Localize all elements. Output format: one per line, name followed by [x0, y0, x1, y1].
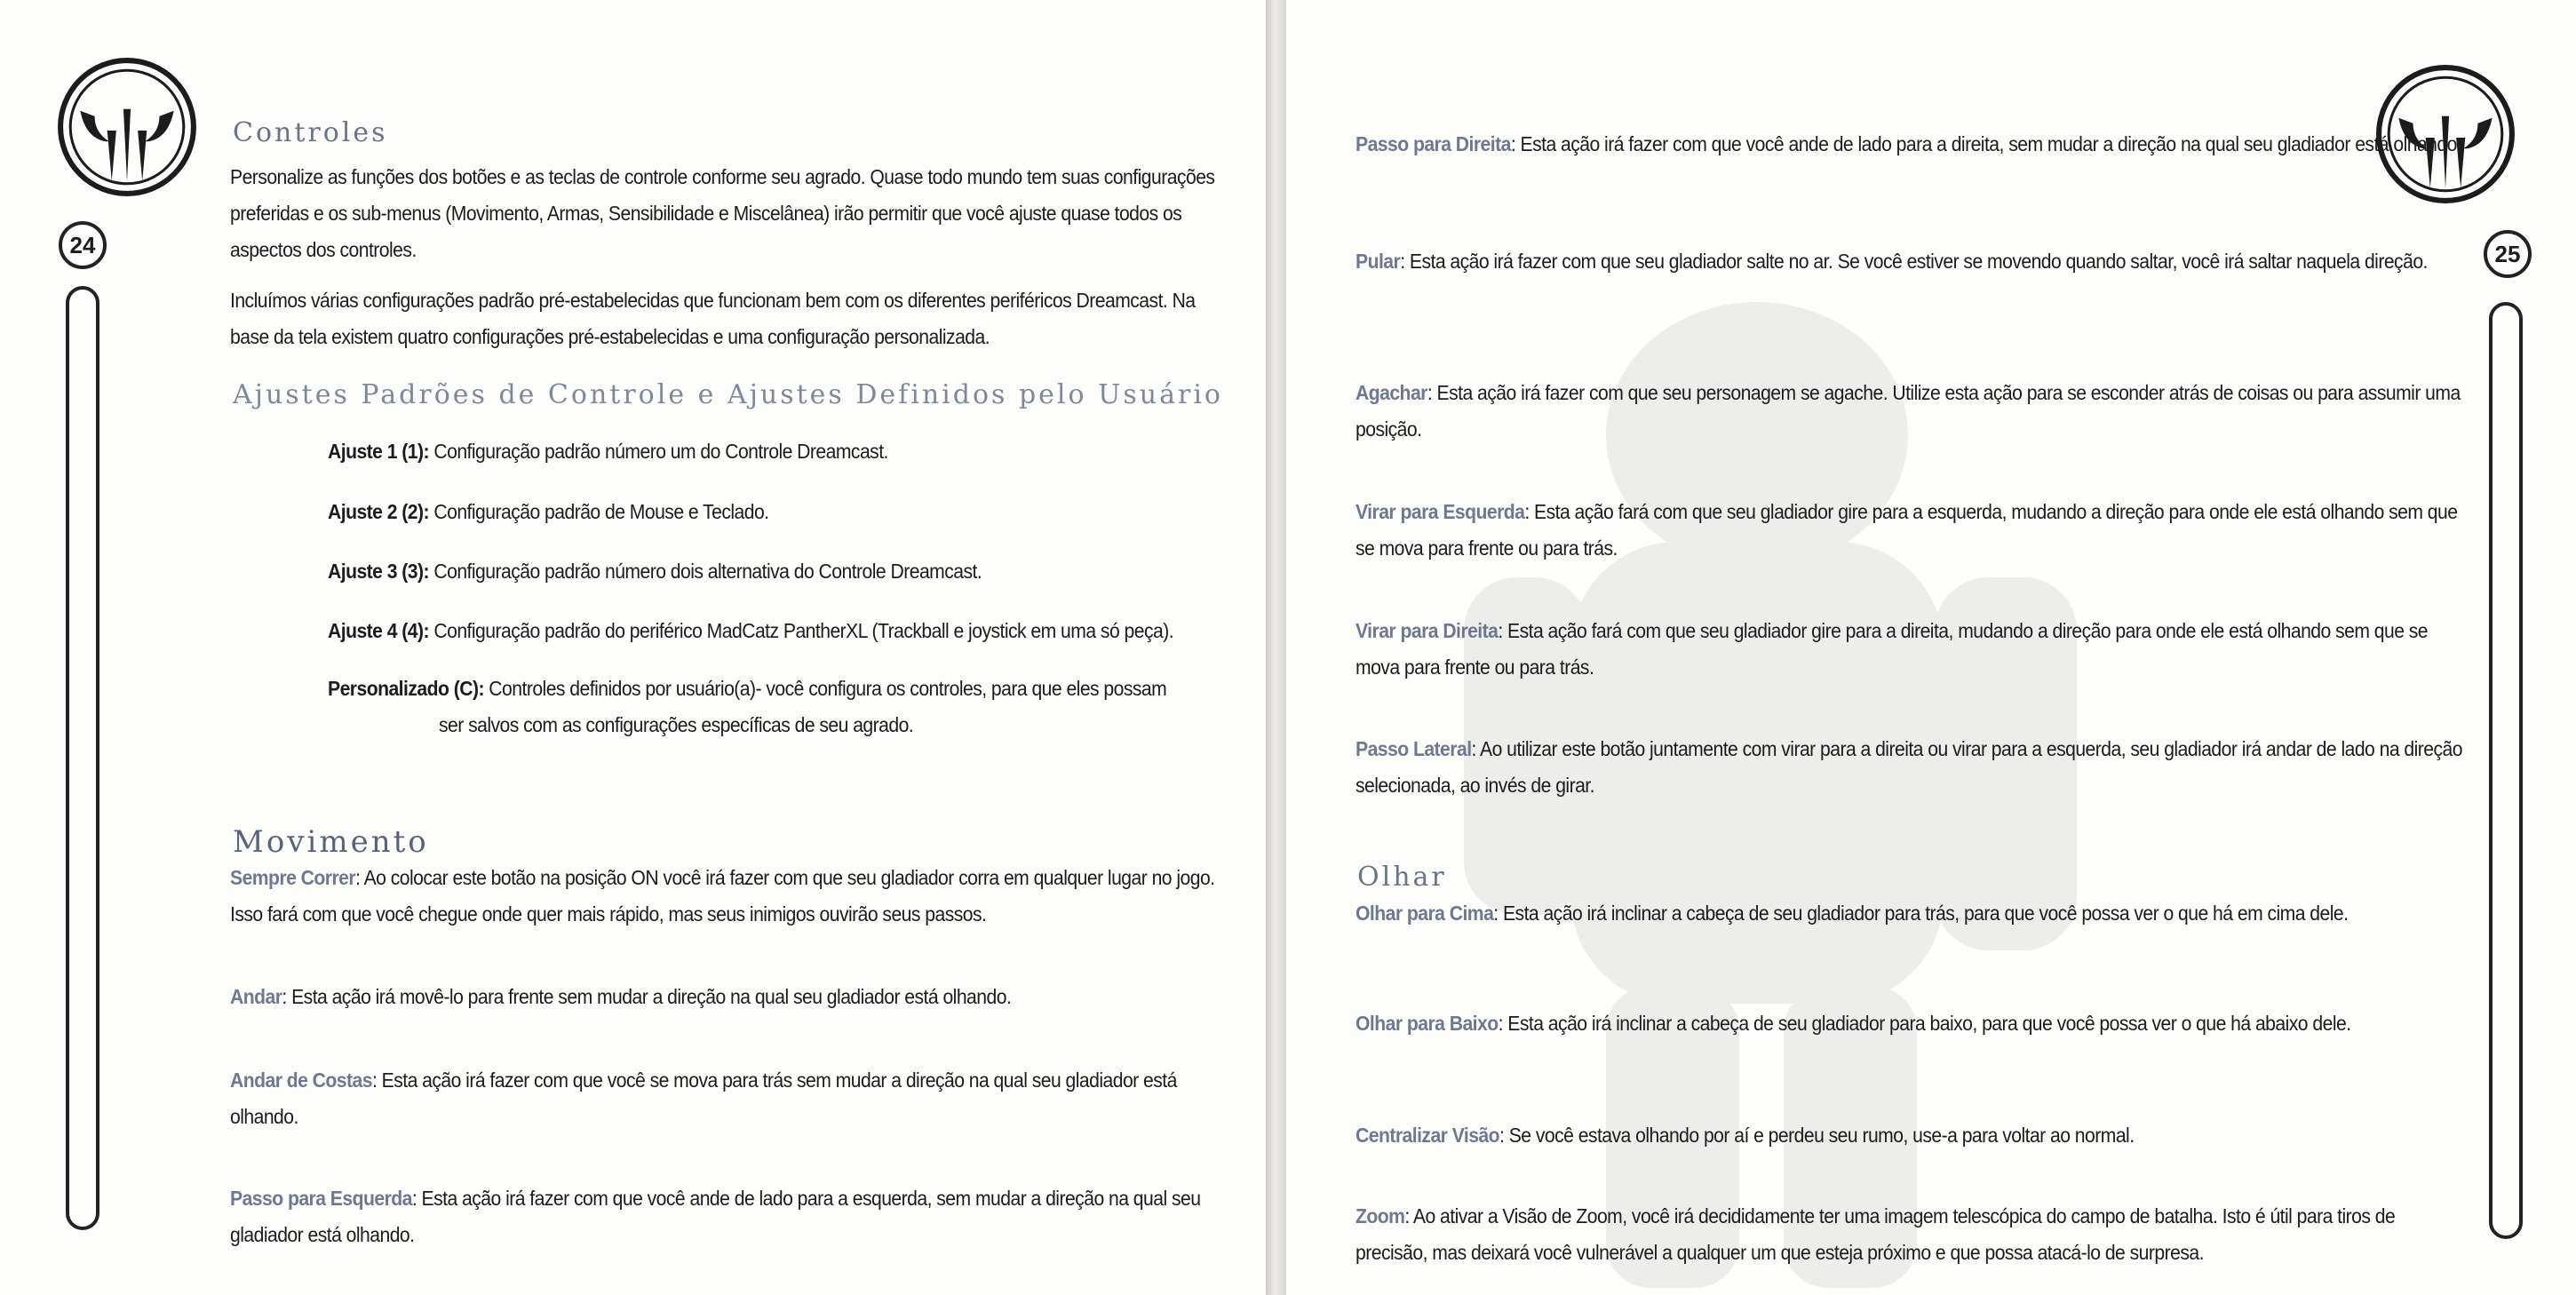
entry-passo-lateral — [1356, 731, 2471, 804]
entry-text: : Ao ativar a Visão de Zoom, você irá decididamente ter uma imagem telescópica do campo de batalha. Isto é útil para tiros de precisão, mas deixará você vulnerável a qualquer um que esteja próximo e que possa atacá-lo de surpresa. — [1356, 1204, 2396, 1264]
preset-term: Ajuste 1 (1): — [328, 440, 430, 463]
controls-intro-2: Incluímos várias configurações padrão pré-estabelecidas que funcionam bem com os diferentes periféricos Dreamcast. Na base da tela existem quatro configurações pré-estabelecidas e uma configuração personalizada. — [230, 289, 1196, 348]
entry-agachar — [1356, 375, 2471, 448]
quake-logo-icon — [55, 55, 199, 199]
entry-virar-para-direita — [1356, 613, 2471, 686]
left-page — [0, 0, 1266, 1295]
entry-term: Olhar para Cima — [1356, 902, 1494, 925]
entry-text: : Esta ação fará com que seu gladiador gire para a direita, mudando a direção para onde ele está olhando sem que se mova para frente ou para trás. — [1356, 619, 2429, 679]
entry-text: : Ao utilizar este botão juntamente com virar para a direita ou virar para a esquerda, seu gladiador irá andar de lado na direção selecionada, ao invés de girar. — [1356, 737, 2462, 797]
entry-text: : Ao colocar este botão na posição ON você irá fazer com que seu gladiador corra em qualquer lugar no jogo. Isso fará com que você chegue onde quer mais rápido, mas seus inimigos ouvirão seus passos. — [230, 866, 1215, 926]
entry-term: Virar para Direita — [1356, 619, 1499, 642]
preset-text: Configuração padrão de Mouse e Teclado. — [429, 500, 769, 523]
entry-text: : Esta ação irá fazer com que você ande de lado para a esquerda, sem mudar a direção na qual seu gladiador está olhando. — [230, 1187, 1201, 1246]
entry-term: Passo Lateral — [1356, 737, 1472, 760]
preset-text: Controles definidos por usuário(a)- você configura os controles, para que eles possam — [483, 677, 1167, 700]
entry-passo-para-esquerda — [230, 1180, 1229, 1253]
right-page — [1286, 0, 2576, 1295]
entry-text: : Se você estava olhando por aí e perdeu seu rumo, use-a para voltar ao normal. — [1499, 1124, 2135, 1147]
preset-term: Ajuste 3 (3): — [328, 560, 430, 583]
preset-term: Personalizado (C): — [328, 677, 484, 700]
entry-term: Sempre Correr — [230, 866, 356, 889]
preset-1 — [328, 433, 888, 470]
preset-custom — [328, 671, 1166, 707]
preset-text: Configuração padrão número dois alternativa do Controle Dreamcast. — [429, 560, 982, 583]
sidebar-bar — [66, 286, 99, 1230]
entry-andar — [230, 979, 1229, 1015]
preset-3 — [328, 553, 982, 590]
entry-text: : Esta ação fará com que seu gladiador gire para a esquerda, mudando a direção para onde ele está olhando sem que se mova para frente ou para trás. — [1356, 500, 2458, 560]
presets-heading: Ajustes Padrões de Controle e Ajustes Definidos pelo Usuário — [233, 379, 1223, 410]
sidebar-bar — [2489, 302, 2523, 1239]
preset-text: Configuração padrão do periférico MadCatz PantherXL (Trackball e joystick em uma só peça). — [429, 619, 1174, 642]
entry-virar-para-esquerda — [1356, 494, 2471, 567]
entry-term: Andar de Costas — [230, 1069, 372, 1092]
preset-custom-cont: ser salvos com as configurações específicas de seu agrado. — [439, 713, 914, 736]
entry-text: : Esta ação irá fazer com que você se mova para trás sem mudar a direção na qual seu gladiador está olhando. — [230, 1069, 1177, 1128]
controls-intro-1: Personalize as funções dos botões e as teclas de controle conforme seu agrado. Quase todo mundo tem suas configurações preferidas e os sub-menus (Movimento, Armas, Sensibilidade e Miscelânea) irão permitir que você ajuste quase todos os aspectos dos controles. — [230, 165, 1215, 261]
entry-centralizar-visao — [1356, 1117, 2471, 1154]
entry-text: : Esta ação irá inclinar a cabeça de seu gladiador para baixo, para que você possa ver o que há abaixo dele. — [1498, 1012, 2351, 1035]
entry-term: Pular — [1356, 250, 1401, 273]
entry-pular — [1356, 243, 2471, 280]
preset-4 — [328, 613, 1173, 649]
preset-term: Ajuste 2 (2): — [328, 500, 430, 523]
entry-term: Olhar para Baixo — [1356, 1012, 1499, 1035]
entry-term: Zoom — [1356, 1204, 1405, 1227]
entry-andar-de-costas — [230, 1062, 1229, 1135]
entry-term: Passo para Direita — [1356, 132, 1511, 155]
entry-term: Virar para Esquerda — [1356, 500, 1525, 523]
page-number: 25 — [2484, 230, 2532, 278]
entry-olhar-para-baixo — [1356, 1005, 2471, 1042]
entry-olhar-para-cima — [1356, 895, 2471, 932]
book-gutter — [1266, 0, 1286, 1295]
entry-term: Passo para Esquerda — [230, 1187, 412, 1210]
entry-text: : Esta ação irá fazer com que você ande de lado para a direita, sem mudar a direção na qual seu gladiador está olhando. — [1510, 132, 2462, 155]
page-number: 24 — [59, 221, 107, 269]
entry-term: Agachar — [1356, 381, 1427, 404]
preset-term: Ajuste 4 (4): — [328, 619, 430, 642]
entry-passo-para-direita — [1356, 126, 2471, 163]
preset-text: Configuração padrão número um do Controle Dreamcast. — [429, 440, 888, 463]
movement-heading: Movimento — [233, 824, 429, 860]
entry-text: : Esta ação irá inclinar a cabeça de seu gladiador para trás, para que você possa ver o que há em cima dele. — [1493, 902, 2349, 925]
entry-sempre-correr — [230, 860, 1229, 933]
entry-text: : Esta ação irá movê-lo para frente sem mudar a direção na qual seu gladiador está olhando. — [282, 985, 1012, 1008]
controls-heading: Controles — [233, 117, 388, 148]
preset-2 — [328, 494, 769, 530]
entry-text: : Esta ação irá fazer com que seu gladiador salte no ar. Se você estiver se movendo quando saltar, você irá saltar naquela direção. — [1400, 250, 2428, 273]
entry-text: : Esta ação irá fazer com que seu personagem se agache. Utilize esta ação para se esconder atrás de coisas ou para assumir uma posição. — [1356, 381, 2461, 441]
entry-term: Centralizar Visão — [1356, 1124, 1500, 1147]
entry-zoom — [1356, 1198, 2471, 1271]
look-heading: Olhar — [1357, 862, 1447, 893]
entry-term: Andar — [230, 985, 282, 1008]
